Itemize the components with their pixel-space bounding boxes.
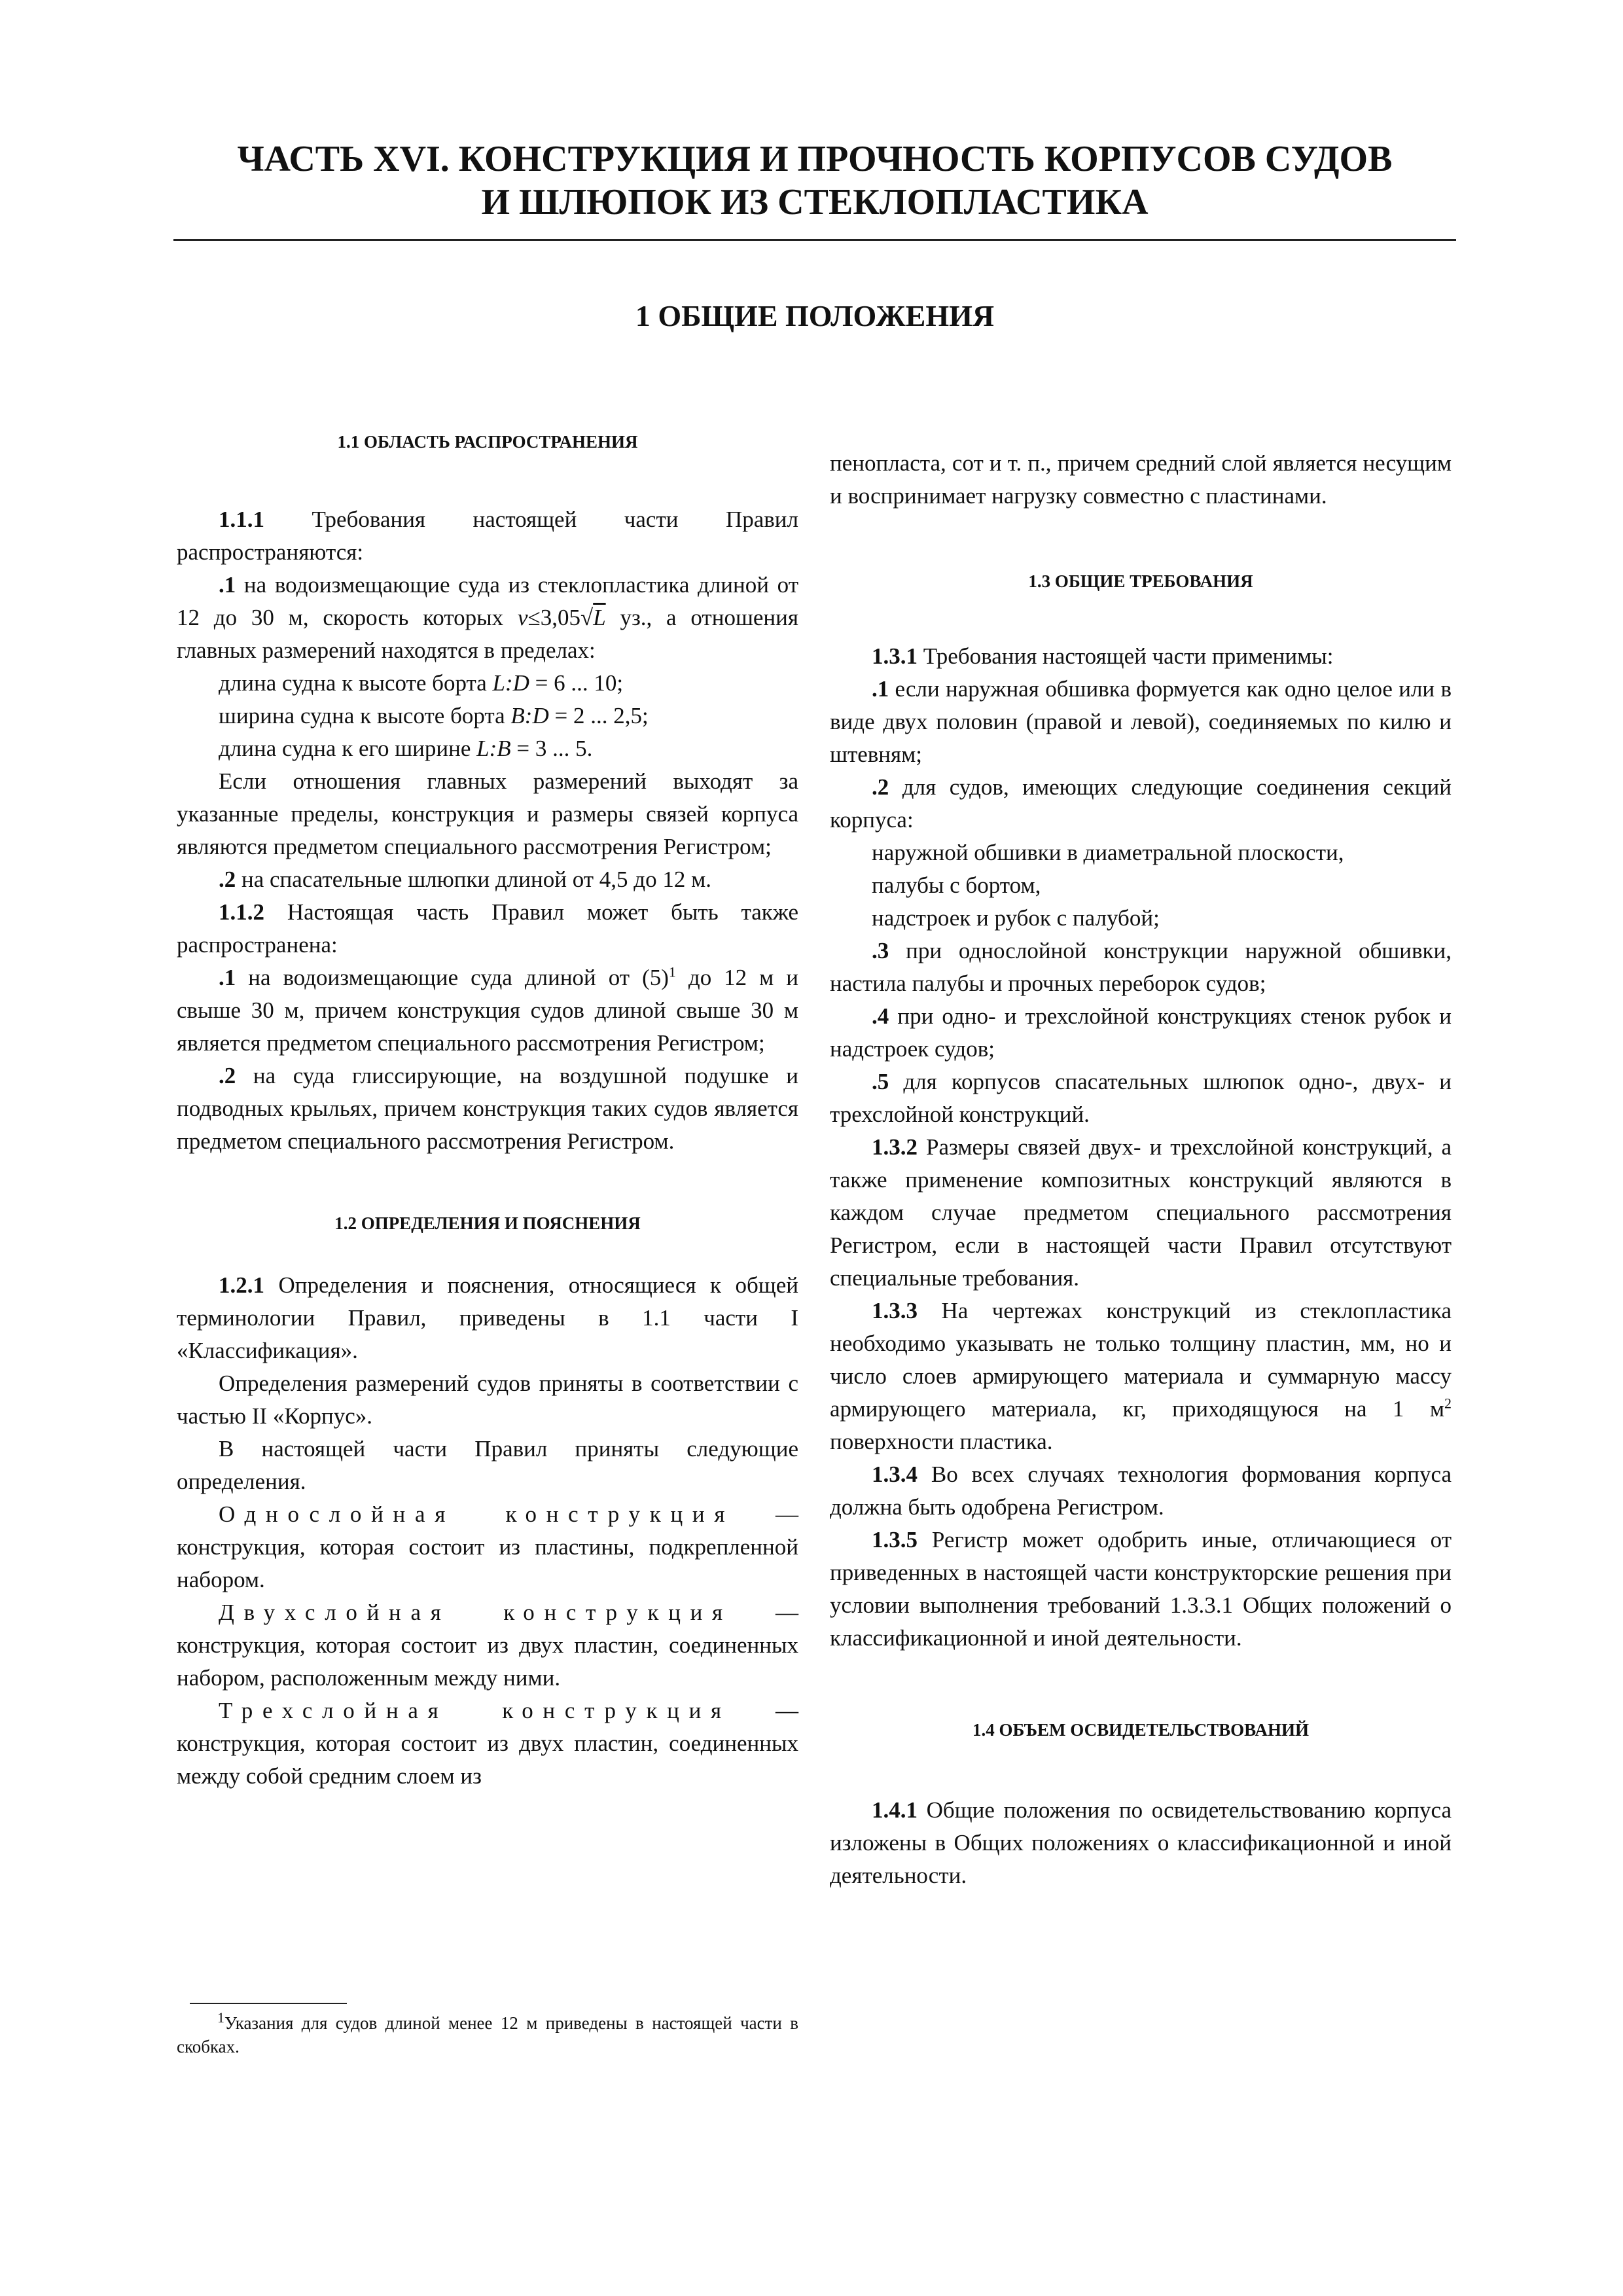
paragraph-definitions-intro: В настоящей части Правил приняты следующие определения. — [177, 1436, 798, 1494]
item-number: .5 — [872, 1069, 889, 1094]
paragraph-text: На чертежах конструкций из стеклопластика необходимо указывать не только толщину пластин, мм, но и число слоев армирующего материала и суммарную массу армирующего материала, кг, приходящуюся на 1 м — [830, 1298, 1452, 1422]
item-1-3-1-2 — [830, 771, 1452, 836]
footnote — [177, 2011, 798, 2058]
paragraph-text: Во всех случаях технология формования корпуса должна быть одобрена Регистром. — [830, 1462, 1452, 1520]
paragraph-number: 1.3.2 — [872, 1134, 918, 1160]
paragraph-1-3-2 — [830, 1131, 1452, 1295]
title-rule — [173, 239, 1456, 241]
ratio-value: = 2 ... 2,5; — [548, 703, 649, 728]
item-1-1-2-2 — [177, 1060, 798, 1158]
item-text: при одно- и трехслойной конструкциях стенок рубок и надстроек судов; — [830, 1003, 1452, 1062]
item-1-3-1-4 — [830, 1000, 1452, 1066]
item-text: уз., а отношения главных размерений находятся в пределах: — [177, 605, 798, 663]
item-text: на суда глиссирующие, на воздушной подушке и подводных крыльях, причем конструкция таких судов является предметом специального рассмотрения Регистром. — [177, 1063, 798, 1154]
item-number: .3 — [872, 938, 889, 963]
item-number: .1 — [219, 965, 236, 990]
footnote-text: Указания для судов длиной менее 12 м приведены в настоящей части в скобках. — [177, 2013, 798, 2056]
item-text: если наружная обшивка формуется как одно целое или в виде двух половин (правой и левой), соединяемых по килю и штевням; — [830, 676, 1452, 767]
definition-single-layer — [177, 1498, 798, 1596]
paragraph-1-3-1 — [830, 640, 1452, 673]
item-number: .1 — [872, 676, 889, 702]
item-number: .1 — [219, 572, 236, 598]
paragraph-number: 1.3.1 — [872, 643, 918, 669]
ratio-value: = 6 ... 10; — [529, 670, 624, 696]
definition-triple-layer — [177, 1695, 798, 1793]
paragraph-text: Требования настоящей части применимы: — [918, 643, 1334, 669]
paragraph-text: Регистр может одобрить иные, отличающиеся от приведенных в настоящей части конструкторские решения при условии выполнения требований 1.3.3.1 Общих положений о классификационной и иной деятельности. — [830, 1527, 1452, 1651]
item-1-1-2-1 — [177, 961, 798, 1060]
footnote-reference: 1 — [668, 963, 676, 980]
formula-variable-l: L — [593, 605, 606, 630]
paragraph-text: Общие положения по освидетельствованию корпуса изложены в Общих положениях о классификационной и иной деятельности. — [830, 1797, 1452, 1888]
joint-line-2: палубы с бортом, — [872, 872, 1041, 898]
paragraph-number: 1.3.5 — [872, 1527, 918, 1552]
paragraph-dimensions: Определения размерений судов приняты в соответствии с частью II «Корпус». — [177, 1371, 798, 1429]
definition-text: — конструкция, которая состоит из двух пластин, соединенных набором, расположенным между ними. — [177, 1600, 798, 1691]
definition-text: — конструкция, которая состоит из двух пластин, соединенных между собой средним слоем из — [177, 1698, 798, 1789]
section-heading-1-4: 1.4 ОБЪЕМ ОСВИДЕТЕЛЬСТВОВАНИЙ — [972, 1720, 1309, 1740]
ratio-label: длина судна к его ширине — [219, 736, 477, 761]
definition-term: Трехслойная конструкция — [219, 1698, 731, 1723]
section-heading-1-2: 1.2 ОПРЕДЕЛЕНИЯ И ПОЯСНЕНИЯ — [334, 1213, 641, 1233]
paragraph-1-3-5 — [830, 1524, 1452, 1655]
paragraph-text: Определения и пояснения, относящиеся к общей терминологии Правил, приведены в 1.1 части I «Классификация». — [177, 1272, 798, 1363]
paragraph-text: Размеры связей двух- и трехслойной конструкций, а также применение композитных конструкций являются в каждом случае предметом специального рассмотрения Регистром, если в настоящей части Правил отсутствуют специальные требования. — [830, 1134, 1452, 1291]
paragraph-1-4-1 — [830, 1794, 1452, 1892]
footnote-rule — [190, 2003, 347, 2004]
item-number: .2 — [219, 867, 236, 892]
item-text: для корпусов спасательных шлюпок одно-, двух- и трехслойной конструкций. — [830, 1069, 1452, 1127]
formula: ≤3,05√ — [527, 605, 594, 630]
definition-double-layer — [177, 1596, 798, 1695]
paragraph-text: Требования настоящей части Правил распространяются: — [177, 507, 798, 565]
item-text: для судов, имеющих следующие соединения секций корпуса: — [830, 774, 1452, 833]
definition-triple-layer-continuation: пенопласта, сот и т. п., причем средний слой является несущим и воспринимает нагрузку совместно с пластинами. — [830, 450, 1452, 509]
paragraph-number: 1.3.3 — [872, 1298, 918, 1323]
paragraph-1-3-4 — [830, 1458, 1452, 1524]
paragraph-1-2-1 — [177, 1269, 798, 1367]
paragraph-limits: Если отношения главных размерений выходят за указанные пределы, конструкция и размеры связей корпуса являются предметом специального рассмотрения Регистром; — [177, 768, 798, 859]
definition-text: — конструкция, которая состоит из пластины, подкрепленной набором. — [177, 1501, 798, 1592]
ratio-line-3 — [177, 732, 798, 765]
item-number: .4 — [872, 1003, 889, 1029]
ratio-line-2 — [177, 700, 798, 732]
item-1-3-1-3 — [830, 935, 1452, 1000]
item-text: на водоизмещающие суда длиной от (5) — [236, 965, 669, 990]
section-heading-1-1: 1.1 ОБЛАСТЬ РАСПРОСТРАНЕНИЯ — [337, 432, 638, 452]
joint-line-3: надстроек и рубок с палубой; — [872, 905, 1160, 931]
paragraph-number: 1.1.1 — [219, 507, 264, 532]
definition-term: Однослойная конструкция — [219, 1501, 735, 1527]
item-1-3-1-1 — [830, 673, 1452, 771]
paragraph-1-1-1 — [177, 503, 798, 569]
paragraph-number: 1.3.4 — [872, 1462, 918, 1487]
item-text: на спасательные шлюпки длиной от 4,5 до 12 м. — [236, 867, 711, 892]
superscript: 2 — [1444, 1395, 1452, 1412]
item-number: .2 — [872, 774, 889, 800]
item-1-1-1-2 — [177, 863, 798, 896]
joint-line-1: наружной обшивки в диаметральной плоскости, — [872, 840, 1344, 865]
ratio-variable: B:D — [510, 703, 549, 728]
paragraph-number: 1.2.1 — [219, 1272, 264, 1298]
ratio-line-1 — [177, 667, 798, 700]
item-number: .2 — [219, 1063, 236, 1088]
section-heading-1-3: 1.3 ОБЩИЕ ТРЕБОВАНИЯ — [1028, 571, 1253, 591]
part-title — [173, 137, 1456, 224]
part-title-line-2: И ШЛЮПОК ИЗ СТЕКЛОПЛАСТИКА — [481, 182, 1149, 223]
right-column — [830, 447, 1452, 1892]
left-column — [177, 429, 798, 1793]
ratio-label: длина судна к высоте борта — [219, 670, 493, 696]
ratio-label: ширина судна к высоте борта — [219, 703, 511, 728]
item-text: на водоизмещающие суда из стеклопластика длиной от 12 до 30 м, скорость которых — [177, 572, 798, 630]
item-1-3-1-5 — [830, 1066, 1452, 1131]
ratio-variable: L:B — [476, 736, 511, 761]
paragraph-number: 1.4.1 — [872, 1797, 918, 1823]
part-title-line-1: ЧАСТЬ XVI. КОНСТРУКЦИЯ И ПРОЧНОСТЬ КОРПУСОВ СУДОВ — [237, 139, 1393, 179]
ratio-variable: L:D — [492, 670, 529, 696]
footnote-number: 1 — [217, 2009, 224, 2026]
chapter-title: 1 ОБЩИЕ ПОЛОЖЕНИЯ — [635, 299, 995, 332]
item-text: при однослойной конструкции наружной обшивки, настила палубы и прочных переборок судов; — [830, 938, 1452, 996]
paragraph-text: Настоящая часть Правил может быть также распространена: — [177, 899, 798, 958]
item-text: до 12 м и свыше 30 м, причем конструкция судов длиной свыше 30 м является предметом специального рассмотрения Регистром; — [177, 965, 799, 1056]
formula-variable-v: v — [517, 605, 528, 630]
definition-term: Двухслойная конструкция — [219, 1600, 732, 1625]
paragraph-number: 1.1.2 — [219, 899, 264, 925]
paragraph-1-1-2 — [177, 896, 798, 961]
paragraph-1-3-3 — [830, 1295, 1452, 1458]
item-1-1-1-1 — [177, 569, 798, 667]
ratio-value: = 3 ... 5. — [510, 736, 593, 761]
paragraph-text: поверхности пластика. — [830, 1429, 1053, 1454]
